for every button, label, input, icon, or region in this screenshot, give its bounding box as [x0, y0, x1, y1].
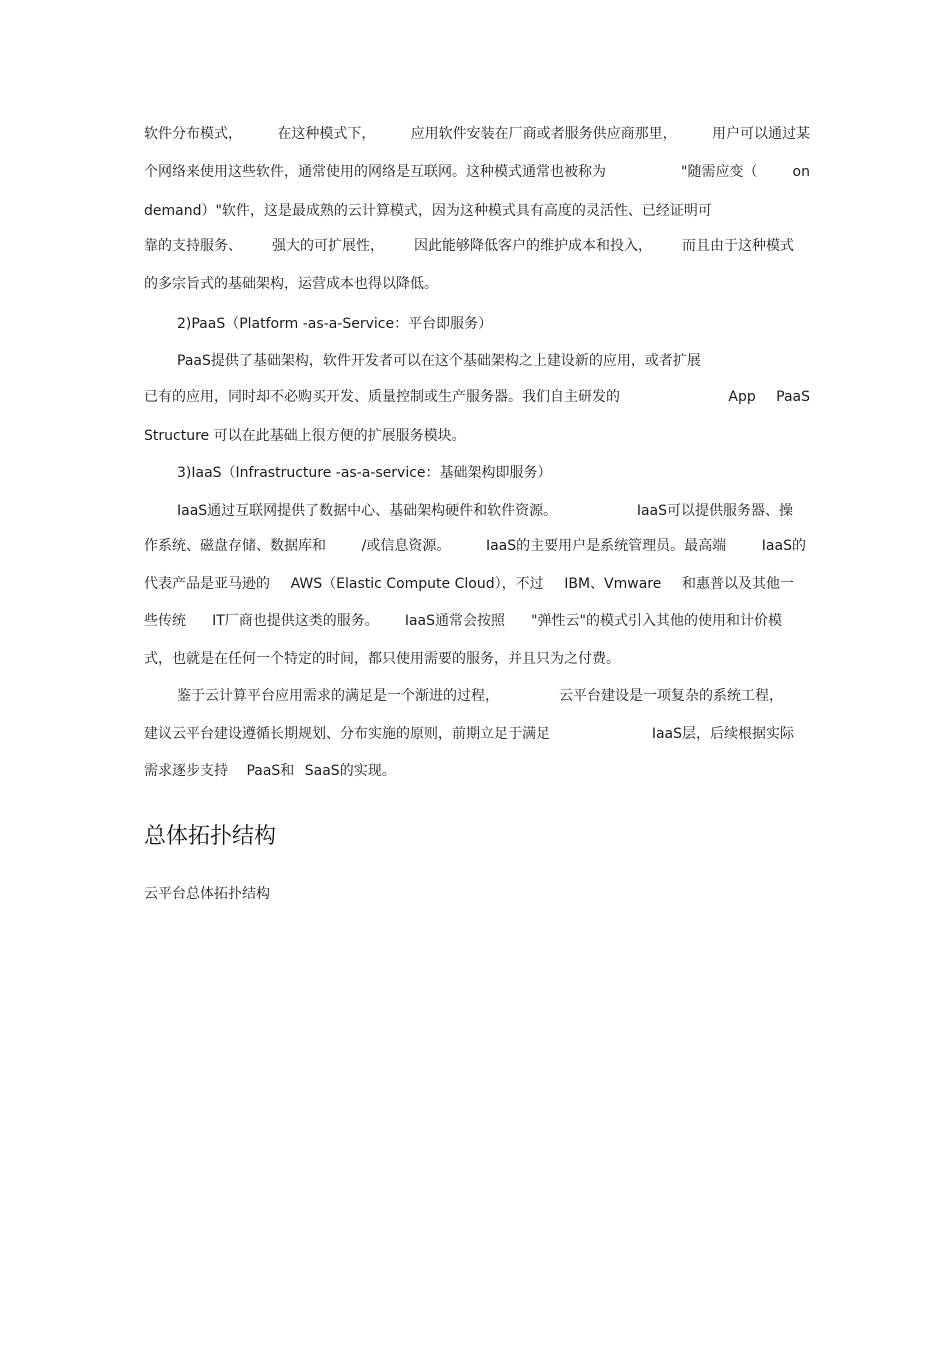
paragraph-line — [144, 201, 712, 221]
paragraph-line — [144, 649, 620, 669]
paragraph-line — [144, 426, 466, 446]
text-segment: IaaS的 — [761, 538, 806, 554]
paragraph-line — [177, 351, 701, 371]
text-segment: "随需应变（ — [681, 164, 758, 180]
text-segment: 和惠普以及其他一 — [681, 576, 794, 592]
text-segment: IaaS的主要用户是系统管理员。最高端 — [485, 538, 727, 554]
subsection-title — [177, 314, 492, 334]
text-segment: AWS（Elastic Compute Cloud），不过 — [290, 576, 544, 592]
text-segment: 软件分布模式， — [144, 126, 242, 142]
text-segment: 云平台总体拓扑结构 — [144, 886, 270, 902]
text-segment: 需求逐步支持 — [144, 763, 228, 779]
paragraph-line — [144, 574, 794, 594]
text-segment: IaaS通常会按照 — [404, 613, 506, 629]
paragraph-line — [144, 761, 396, 781]
text-segment: 2)PaaS（Platform -as-a-Service：平台即服务） — [177, 316, 493, 332]
text-segment: IT厂商也提供这类的服务。 — [212, 613, 379, 629]
text-segment: 些传统 — [144, 613, 186, 629]
text-segment: 作系统、磁盘存储、数据库和 — [144, 538, 326, 554]
text-segment: IaaS层，后续根据实际 — [651, 726, 794, 742]
text-segment: 因此能够降低客户的维护成本和投入， — [414, 238, 652, 254]
paragraph-line — [144, 724, 794, 744]
text-segment: 用户可以通过某 — [711, 126, 810, 142]
text-segment: 在这种模式下， — [277, 126, 376, 142]
text-segment: App — [728, 389, 756, 405]
text-segment: 鉴于云计算平台应用需求的满足是一个渐进的过程， — [177, 688, 499, 704]
text-segment: "弹性云"的模式引入其他的使用和计价模 — [531, 613, 782, 629]
figure-caption — [144, 884, 270, 904]
text-segment: 已有的应用，同时却不必购买开发、质量控制或生产服务器。我们自主研发的 — [144, 389, 620, 405]
text-segment: IaaS通过互联网提供了数据中心、基础架构硬件和软件资源。 — [177, 503, 558, 519]
text-segment: 靠的支持服务、 — [144, 238, 242, 254]
text-segment: 式，也就是在任何一个特定的时间，都只使用需要的服务，并且只为之付费。 — [144, 651, 620, 667]
paragraph-line — [144, 274, 438, 294]
text-segment: on — [792, 164, 810, 180]
text-segment: IaaS可以提供服务器、操 — [636, 503, 793, 519]
paragraph-line — [144, 124, 810, 144]
text-segment: /或信息资源。 — [361, 538, 451, 554]
text-segment: 3)IaaS（Infrastructure -as-a-service：基础架构即服务） — [177, 465, 552, 481]
paragraph-line — [177, 501, 793, 521]
text-segment: 个网络来使用这些软件，通常使用的网络是互联网。这种模式通常也被称为 — [144, 164, 606, 180]
text-segment: demand）"软件，这是最成熟的云计算模式，因为这种模式具有高度的灵活性、已经证明可 — [144, 203, 712, 219]
paragraph-line — [144, 387, 810, 407]
text-segment: 建议云平台建设遵循长期规划、分布实施的原则，前期立足于满足 — [144, 726, 550, 742]
subsection-title — [177, 463, 552, 483]
text-segment: IBM、Vmware — [564, 576, 662, 592]
paragraph-line — [144, 236, 794, 256]
paragraph-line — [177, 686, 783, 706]
text-segment: SaaS的实现。 — [304, 763, 396, 779]
text-segment: 而且由于这种模式 — [682, 238, 794, 254]
section-heading: 总体拓扑结构 — [144, 824, 277, 849]
paragraph-line — [144, 162, 810, 182]
text-segment: 强大的可扩展性， — [272, 238, 384, 254]
paragraph-line — [144, 611, 782, 631]
text-segment: 云平台建设是一项复杂的系统工程， — [559, 688, 783, 704]
paragraph-line — [144, 536, 806, 556]
text-segment: PaaS提供了基础架构，软件开发者可以在这个基础架构之上建设新的应用，或者扩展 — [177, 353, 701, 369]
text-segment: PaaS — [776, 389, 810, 405]
text-segment: 代表产品是亚马逊的 — [144, 576, 270, 592]
text-segment: Structure 可以在此基础上很方便的扩展服务模块。 — [144, 428, 466, 444]
text-segment: 应用软件安装在厂商或者服务供应商那里， — [410, 126, 677, 142]
text-segment: 的多宗旨式的基础架构，运营成本也得以降低。 — [144, 276, 438, 292]
text-segment: PaaS和 — [246, 763, 295, 779]
